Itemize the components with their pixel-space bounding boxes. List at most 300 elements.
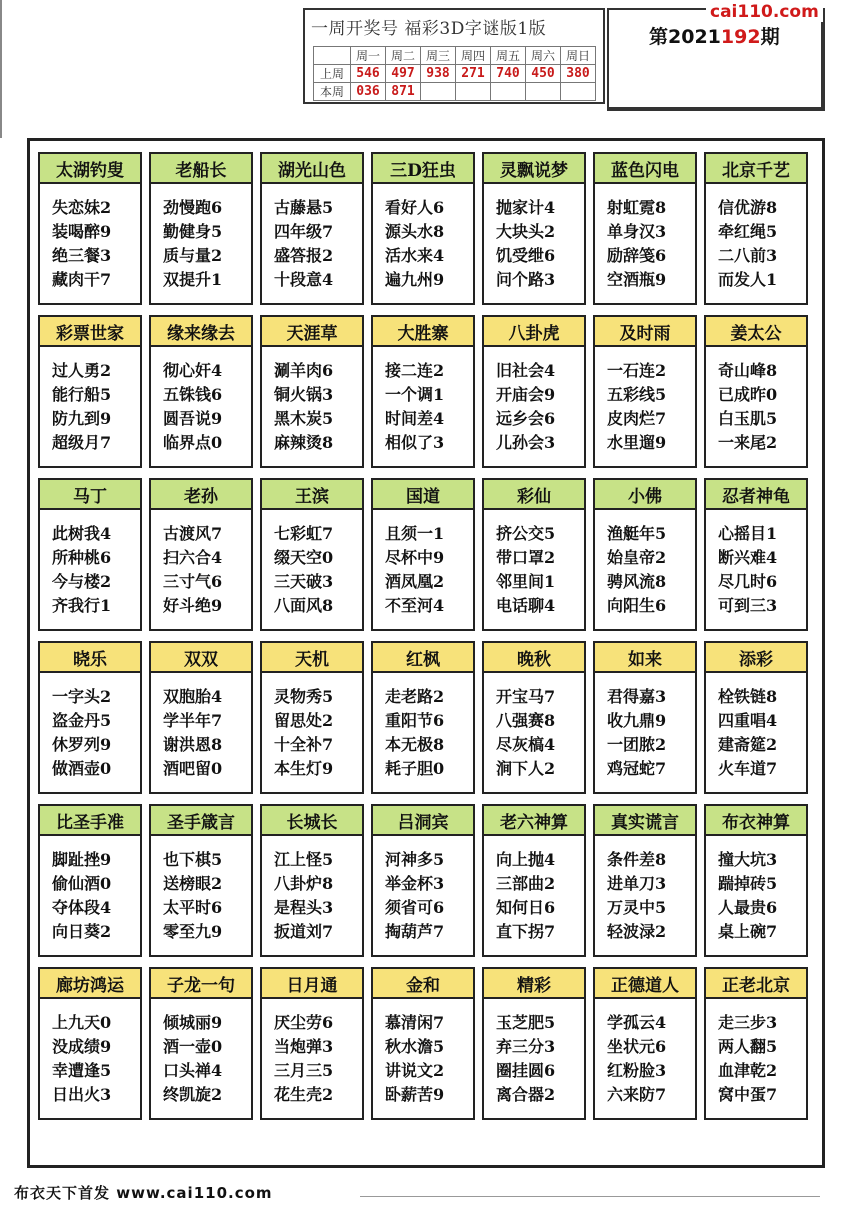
draw-number [421, 83, 456, 101]
this-week-row [314, 83, 596, 101]
card-riddle-lines [607, 1011, 666, 1107]
riddle-line: 所种桃6 [52, 548, 112, 567]
puzzle-card [593, 967, 697, 1120]
card-author-name: 晚秋 [484, 643, 584, 673]
riddle-line: 劲慢跑6 [163, 198, 223, 217]
card-author-name: 小佛 [595, 480, 695, 510]
puzzle-card [371, 478, 475, 631]
puzzle-card [260, 315, 364, 468]
puzzle-card [593, 478, 697, 631]
card-riddle-lines [385, 196, 444, 292]
puzzle-card [149, 641, 253, 794]
riddle-line: 幸遭逢5 [52, 1061, 112, 1080]
riddle-line: 双胞胎4 [163, 687, 223, 706]
riddle-line: 邻里间1 [496, 572, 556, 591]
issue-prefix: 第2021 [649, 26, 721, 48]
card-author-name: 如来 [595, 643, 695, 673]
puzzle-card [593, 641, 697, 794]
card-riddle-lines [607, 848, 666, 944]
riddle-line: 踹掉砖5 [718, 874, 778, 893]
puzzle-card [593, 152, 697, 305]
riddle-line: 向上抛4 [496, 850, 556, 869]
riddle-line: 本生灯9 [274, 759, 334, 778]
riddle-line: 留思处2 [274, 711, 334, 730]
card-riddle-lines [163, 359, 222, 455]
riddle-line: 一石连2 [607, 361, 667, 380]
puzzle-card [260, 967, 364, 1120]
card-riddle-lines [718, 1011, 777, 1107]
card-riddle-lines [496, 848, 555, 944]
riddle-line: 可到三3 [718, 596, 778, 615]
riddle-line: 尽几时6 [718, 572, 778, 591]
riddle-line: 是程头3 [274, 898, 334, 917]
card-author-name: 王滨 [262, 480, 362, 510]
card-riddle-lines [718, 359, 777, 455]
riddle-line: 齐我行1 [52, 596, 112, 615]
card-riddle-lines [163, 522, 222, 618]
card-author-name: 蓝色闪电 [595, 154, 695, 184]
riddle-line: 好斗绝9 [163, 596, 223, 615]
site-logo[interactable]: cai110.com [706, 2, 823, 22]
card-author-name: 金和 [373, 969, 473, 999]
day-header: 周五 [491, 47, 526, 65]
riddle-line: 走老路2 [385, 687, 445, 706]
draw-table-title: 一周开奖号 福彩3D字谜版1版 [311, 19, 547, 39]
riddle-line: 时间差4 [385, 409, 445, 428]
card-author-name: 北京千艺 [706, 154, 806, 184]
riddle-line: 扫六合4 [163, 548, 223, 567]
riddle-line: 一来尾2 [718, 433, 778, 452]
card-author-name: 彩仙 [484, 480, 584, 510]
riddle-line: 走三步3 [718, 1013, 778, 1032]
draw-number: 938 [421, 65, 456, 83]
puzzle-card [371, 152, 475, 305]
draw-number: 450 [526, 65, 561, 83]
riddle-line: 夺体段4 [52, 898, 112, 917]
riddle-line: 今与楼2 [52, 572, 112, 591]
riddle-line: 尽灰槁4 [496, 735, 556, 754]
riddle-line: 厌尘劳6 [274, 1013, 334, 1032]
riddle-line: 轻波渌2 [607, 922, 667, 941]
card-author-name: 吕洞宾 [373, 806, 473, 836]
riddle-line: 六来防7 [607, 1085, 667, 1104]
card-riddle-lines [607, 685, 666, 781]
card-riddle-lines [385, 359, 444, 455]
riddle-line: 血津乾2 [718, 1061, 778, 1080]
riddle-line: 挤公交5 [496, 524, 556, 543]
riddle-line: 此树我4 [52, 524, 112, 543]
riddle-line: 火车道7 [718, 759, 778, 778]
last-week-row [314, 65, 596, 83]
puzzle-card [260, 478, 364, 631]
riddle-line: 一团脓2 [607, 735, 667, 754]
card-riddle-lines [385, 522, 444, 618]
riddle-line: 七彩虹7 [274, 524, 334, 543]
card-riddle-lines [163, 1011, 222, 1107]
riddle-line: 窝中蛋7 [718, 1085, 778, 1104]
day-header: 周六 [526, 47, 561, 65]
card-riddle-lines [274, 196, 333, 292]
card-riddle-lines [607, 196, 666, 292]
riddle-line: 且须一1 [385, 524, 445, 543]
puzzle-card [593, 315, 697, 468]
riddle-line: 耗子胆0 [385, 759, 445, 778]
riddle-line: 十全补7 [274, 735, 334, 754]
riddle-line: 举金杯3 [385, 874, 445, 893]
riddle-line: 河神多5 [385, 850, 445, 869]
card-author-name: 马丁 [40, 480, 140, 510]
card-riddle-lines [163, 196, 222, 292]
draw-number: 380 [561, 65, 596, 83]
card-author-name: 八卦虎 [484, 317, 584, 347]
riddle-line: 带口罩2 [496, 548, 556, 567]
riddle-line: 撞大坑3 [718, 850, 778, 869]
card-riddle-lines [718, 522, 777, 618]
riddle-line: 五铢钱6 [163, 385, 223, 404]
riddle-line: 开庙会9 [496, 385, 556, 404]
issue-box [607, 8, 825, 111]
card-riddle-lines [385, 848, 444, 944]
card-riddle-lines [52, 196, 111, 292]
riddle-line: 讲说文2 [385, 1061, 445, 1080]
riddle-line: 三天破3 [274, 572, 334, 591]
riddle-line: 白玉肌5 [718, 409, 778, 428]
riddle-line: 奇山峰8 [718, 361, 778, 380]
riddle-line: 倾城丽9 [163, 1013, 223, 1032]
riddle-line: 知何日6 [496, 898, 556, 917]
day-header: 周三 [421, 47, 456, 65]
riddle-line: 三寸气6 [163, 572, 223, 591]
puzzle-card [149, 478, 253, 631]
card-riddle-lines [274, 1011, 333, 1107]
card-riddle-lines [718, 196, 777, 292]
card-author-name: 正老北京 [706, 969, 806, 999]
row-label: 上周 [314, 65, 351, 83]
riddle-line: 盛答报2 [274, 246, 334, 265]
puzzle-card [371, 315, 475, 468]
riddle-line: 大块头2 [496, 222, 556, 241]
card-author-name: 真实谎言 [595, 806, 695, 836]
riddle-line: 鸡冠蛇7 [607, 759, 667, 778]
riddle-line: 收九鼎9 [607, 711, 667, 730]
riddle-line: 脚趾挫9 [52, 850, 112, 869]
puzzle-grid-frame [27, 138, 825, 1168]
card-author-name: 正德道人 [595, 969, 695, 999]
draw-number [456, 83, 491, 101]
riddle-line: 三月三5 [274, 1061, 334, 1080]
puzzle-card [371, 967, 475, 1120]
riddle-line: 向日葵2 [52, 922, 112, 941]
card-riddle-lines [718, 848, 777, 944]
riddle-line: 离合器2 [496, 1085, 556, 1104]
puzzle-card [38, 967, 142, 1120]
puzzle-card [704, 641, 808, 794]
puzzle-card [704, 152, 808, 305]
riddle-line: 单身汉3 [607, 222, 667, 241]
issue-number [649, 22, 780, 49]
riddle-line: 儿孙会3 [496, 433, 556, 452]
riddle-line: 五彩线5 [607, 385, 667, 404]
card-author-name: 三D狂虫 [373, 154, 473, 184]
card-author-name: 彩票世家 [40, 317, 140, 347]
card-author-name: 红枫 [373, 643, 473, 673]
riddle-line: 进单刀3 [607, 874, 667, 893]
riddle-line: 八卦炉8 [274, 874, 334, 893]
riddle-line: 双提升1 [163, 270, 223, 289]
riddle-line: 源头水8 [385, 222, 445, 241]
riddle-line: 酒一壶0 [163, 1037, 223, 1056]
issue-number-red: 192 [720, 26, 761, 48]
riddle-line: 红粉脸3 [607, 1061, 667, 1080]
riddle-line: 扳道刘7 [274, 922, 334, 941]
puzzle-card [371, 641, 475, 794]
riddle-line: 勤健身5 [163, 222, 223, 241]
riddle-line: 电话聊4 [496, 596, 556, 615]
card-riddle-lines [718, 685, 777, 781]
riddle-line: 玉芝肥5 [496, 1013, 556, 1032]
riddle-line: 酒凤凰2 [385, 572, 445, 591]
card-author-name: 湖光山色 [262, 154, 362, 184]
riddle-line: 君得嘉3 [607, 687, 667, 706]
riddle-line: 信优游8 [718, 198, 778, 217]
riddle-line: 励辞笺6 [607, 246, 667, 265]
riddle-line: 两人翻5 [718, 1037, 778, 1056]
riddle-line: 饥受绁6 [496, 246, 556, 265]
riddle-line: 麻辣烫8 [274, 433, 334, 452]
card-riddle-lines [274, 685, 333, 781]
riddle-line: 水里遛9 [607, 433, 667, 452]
card-riddle-lines [496, 522, 555, 618]
card-riddle-lines [607, 522, 666, 618]
riddle-line: 一个调1 [385, 385, 445, 404]
card-author-name: 长城长 [262, 806, 362, 836]
puzzle-card [482, 641, 586, 794]
puzzle-card [38, 478, 142, 631]
riddle-line: 古藤悬5 [274, 198, 334, 217]
card-author-name: 老六神算 [484, 806, 584, 836]
riddle-line: 抛家计4 [496, 198, 556, 217]
card-riddle-lines [385, 685, 444, 781]
card-author-name: 比圣手准 [40, 806, 140, 836]
puzzle-card [704, 478, 808, 631]
riddle-line: 活水来4 [385, 246, 445, 265]
puzzle-card [260, 641, 364, 794]
card-author-name: 添彩 [706, 643, 806, 673]
corner-cell [314, 47, 351, 65]
card-author-name: 姜太公 [706, 317, 806, 347]
card-author-name: 晓乐 [40, 643, 140, 673]
riddle-line: 质与量2 [163, 246, 223, 265]
riddle-line: 秋水澹5 [385, 1037, 445, 1056]
riddle-line: 建斋筵2 [718, 735, 778, 754]
card-author-name: 布衣神算 [706, 806, 806, 836]
draw-days-row [314, 47, 596, 65]
puzzle-card [593, 804, 697, 957]
riddle-line: 心摇目1 [718, 524, 778, 543]
riddle-line: 三部曲2 [496, 874, 556, 893]
card-riddle-lines [496, 685, 555, 781]
puzzle-card [704, 315, 808, 468]
riddle-line: 问个路3 [496, 270, 556, 289]
riddle-line: 圆吾说9 [163, 409, 223, 428]
draw-number: 497 [386, 65, 421, 83]
puzzle-card [149, 804, 253, 957]
riddle-line: 八面风8 [274, 596, 334, 615]
puzzle-card [149, 315, 253, 468]
riddle-line: 太平时6 [163, 898, 223, 917]
riddle-line: 灵物秀5 [274, 687, 334, 706]
puzzle-card [38, 152, 142, 305]
riddle-line: 黑木炭5 [274, 409, 334, 428]
riddle-line: 弃三分3 [496, 1037, 556, 1056]
riddle-line: 遍九州9 [385, 270, 445, 289]
riddle-line: 超级月7 [52, 433, 112, 452]
draw-number [526, 83, 561, 101]
riddle-line: 休罗列9 [52, 735, 112, 754]
riddle-line: 日出火3 [52, 1085, 112, 1104]
day-header: 周二 [386, 47, 421, 65]
card-author-name: 太湖钓叟 [40, 154, 140, 184]
card-author-name: 双双 [151, 643, 251, 673]
puzzle-card [371, 804, 475, 957]
card-author-name: 缘来缘去 [151, 317, 251, 347]
riddle-line: 接二连2 [385, 361, 445, 380]
riddle-line: 防九到9 [52, 409, 112, 428]
draw-number: 546 [351, 65, 386, 83]
riddle-line: 也下棋5 [163, 850, 223, 869]
riddle-line: 断兴难4 [718, 548, 778, 567]
riddle-line: 已成昨0 [718, 385, 778, 404]
card-riddle-lines [274, 848, 333, 944]
card-riddle-lines [163, 685, 222, 781]
puzzle-card [38, 641, 142, 794]
card-riddle-lines [52, 359, 111, 455]
riddle-line: 骋风流8 [607, 572, 667, 591]
puzzle-card [482, 804, 586, 957]
riddle-line: 始皇帝2 [607, 548, 667, 567]
riddle-line: 八强赛8 [496, 711, 556, 730]
puzzle-card [482, 478, 586, 631]
riddle-line: 相似了3 [385, 433, 445, 452]
riddle-line: 一字头2 [52, 687, 112, 706]
riddle-line: 坐状元6 [607, 1037, 667, 1056]
card-author-name: 灵飘说梦 [484, 154, 584, 184]
draw-number: 271 [456, 65, 491, 83]
footer-rule [360, 1196, 820, 1197]
card-author-name: 精彩 [484, 969, 584, 999]
puzzle-card [482, 967, 586, 1120]
riddle-line: 四重唱4 [718, 711, 778, 730]
riddle-line: 彻心奸4 [163, 361, 223, 380]
riddle-line: 铜火锅3 [274, 385, 334, 404]
riddle-line: 能行船5 [52, 385, 112, 404]
riddle-line: 须省可6 [385, 898, 445, 917]
draw-number: 871 [386, 83, 421, 101]
day-header: 周四 [456, 47, 491, 65]
riddle-line: 尽杯中9 [385, 548, 445, 567]
riddle-line: 口头禅4 [163, 1061, 223, 1080]
card-riddle-lines [496, 359, 555, 455]
riddle-line: 十段意4 [274, 270, 334, 289]
riddle-line: 失恋妹2 [52, 198, 112, 217]
riddle-line: 盗金丹5 [52, 711, 112, 730]
card-riddle-lines [52, 522, 111, 618]
riddle-line: 涮羊肉6 [274, 361, 334, 380]
card-riddle-lines [52, 685, 111, 781]
riddle-line: 做酒壶0 [52, 759, 112, 778]
row-label: 本周 [314, 83, 351, 101]
card-riddle-lines [52, 1011, 111, 1107]
riddle-line: 当炮弹3 [274, 1037, 334, 1056]
card-riddle-lines [274, 522, 333, 618]
left-edge-rule [0, 0, 2, 138]
riddle-line: 学半年7 [163, 711, 223, 730]
card-riddle-lines [496, 1011, 555, 1107]
riddle-line: 缀天空0 [274, 548, 334, 567]
card-author-name: 及时雨 [595, 317, 695, 347]
riddle-line: 谢洪恩8 [163, 735, 223, 754]
riddle-line: 掏葫芦7 [385, 922, 445, 941]
card-riddle-lines [163, 848, 222, 944]
riddle-line: 学孤云4 [607, 1013, 667, 1032]
puzzle-card [482, 315, 586, 468]
riddle-line: 零至九9 [163, 922, 223, 941]
riddle-line: 看好人6 [385, 198, 445, 217]
card-riddle-lines [607, 359, 666, 455]
riddle-line: 二八前3 [718, 246, 778, 265]
issue-suffix: 期 [760, 26, 780, 48]
riddle-line: 送榜眼2 [163, 874, 223, 893]
riddle-line: 本无极8 [385, 735, 445, 754]
riddle-line: 旧社会4 [496, 361, 556, 380]
puzzle-card [260, 152, 364, 305]
riddle-line: 绝三餐3 [52, 246, 112, 265]
puzzle-card [482, 152, 586, 305]
card-author-name: 大胜寨 [373, 317, 473, 347]
day-header: 周一 [351, 47, 386, 65]
puzzle-card [149, 967, 253, 1120]
riddle-line: 远乡会6 [496, 409, 556, 428]
riddle-line: 古渡风7 [163, 524, 223, 543]
draw-grid [313, 46, 596, 101]
card-riddle-lines [52, 848, 111, 944]
riddle-line: 涧下人2 [496, 759, 556, 778]
puzzle-card [704, 804, 808, 957]
riddle-line: 直下拐7 [496, 922, 556, 941]
riddle-line: 装喝醉9 [52, 222, 112, 241]
riddle-line: 偷仙酒0 [52, 874, 112, 893]
puzzle-card [149, 152, 253, 305]
card-author-name: 天涯草 [262, 317, 362, 347]
day-header: 周日 [561, 47, 596, 65]
riddle-line: 栓铁链8 [718, 687, 778, 706]
riddle-line: 重阳节6 [385, 711, 445, 730]
riddle-line: 皮肉烂7 [607, 409, 667, 428]
riddle-line: 藏肉干7 [52, 270, 112, 289]
riddle-line: 过人勇2 [52, 361, 112, 380]
riddle-line: 而发人1 [718, 270, 778, 289]
riddle-line: 万灵中5 [607, 898, 667, 917]
riddle-line: 射虹霓8 [607, 198, 667, 217]
riddle-line: 上九天0 [52, 1013, 112, 1032]
puzzle-card [38, 804, 142, 957]
riddle-line: 不至河4 [385, 596, 445, 615]
card-author-name: 忍者神龟 [706, 480, 806, 510]
riddle-line: 终凯旋2 [163, 1085, 223, 1104]
draw-number [561, 83, 596, 101]
riddle-line: 酒吧留0 [163, 759, 223, 778]
draw-number [491, 83, 526, 101]
